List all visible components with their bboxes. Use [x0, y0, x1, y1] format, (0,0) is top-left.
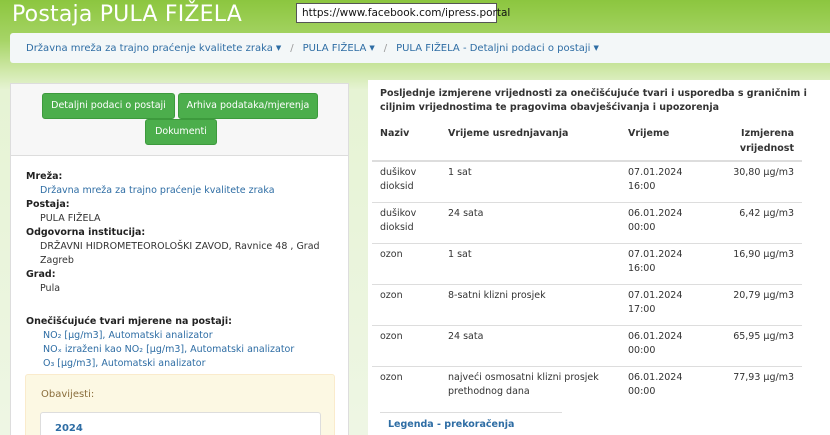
- notice-title: Obavijesti:: [41, 389, 95, 400]
- cell-time: 06.01.2024 00:00: [620, 203, 710, 244]
- network-label: Mreža:: [26, 171, 63, 182]
- table-header-row: [372, 122, 802, 161]
- station-panel: [10, 83, 349, 435]
- cell-value: 16,90 µg/m3: [710, 244, 802, 285]
- breadcrumb: [10, 33, 830, 63]
- cell-name: dušikov dioksid: [372, 161, 440, 203]
- breadcrumb-separator: /: [290, 42, 294, 54]
- caret-down-icon: ▼: [593, 44, 599, 52]
- col-header-value: Izmjerena vrijednost: [710, 122, 802, 161]
- cell-averaging: 8-satni klizni prosjek: [440, 285, 620, 326]
- pollutant-link[interactable]: NO₂ [µg/m3], Automatski analizator: [43, 330, 213, 341]
- cell-averaging: najveći osmosatni klizni prosjek prethodnog dana: [440, 367, 620, 408]
- cell-time: 06.01.2024 00:00: [620, 367, 710, 408]
- station-info: [26, 170, 346, 371]
- cell-name: ozon: [372, 285, 440, 326]
- col-header-averaging: Vrijeme usrednjavanja: [440, 122, 620, 161]
- cell-name: dušikov dioksid: [372, 203, 440, 244]
- cell-value: 77,93 µg/m3: [710, 367, 802, 408]
- cell-name: ozon: [372, 326, 440, 367]
- institution-label: Odgovorna institucija:: [26, 227, 146, 238]
- col-header-time: Vrijeme: [620, 122, 710, 161]
- caret-down-icon: ▼: [275, 44, 282, 52]
- cell-value: 65,95 µg/m3: [710, 326, 802, 367]
- table-row: [372, 326, 802, 367]
- cell-value: 6,42 µg/m3: [710, 203, 802, 244]
- cell-value: 20,79 µg/m3: [710, 285, 802, 326]
- pollutant-link[interactable]: NOₓ izraženi kao NO₂ [µg/m3], Automatski analizator: [43, 344, 295, 355]
- legend-link[interactable]: Legenda - prekoračenja: [380, 412, 562, 435]
- notice-box: [25, 374, 335, 435]
- pollutant-link[interactable]: O₃ [µg/m3], Automatski analizator: [43, 358, 206, 369]
- col-header-name: Naziv: [372, 122, 440, 161]
- table-row: [372, 161, 802, 203]
- station-value: PULA FIŽELA: [40, 213, 101, 224]
- cell-time: 07.01.2024 17:00: [620, 285, 710, 326]
- station-label: Postaja:: [26, 199, 70, 210]
- station-buttons-area: [11, 84, 348, 156]
- caret-down-icon: ▼: [369, 44, 375, 52]
- breadcrumb-separator: /: [383, 42, 388, 54]
- notice-inner: [40, 412, 321, 435]
- breadcrumb-label: PULA FIŽELA: [302, 42, 367, 54]
- cell-value: 30,80 µg/m3: [710, 161, 802, 203]
- cell-time: 07.01.2024 16:00: [620, 244, 710, 285]
- cell-averaging: 24 sata: [440, 203, 620, 244]
- url-overlay: https://www.facebook.com/ipress.portal: [296, 3, 497, 23]
- cell-time: 07.01.2024 16:00: [620, 161, 710, 203]
- table-row: [372, 285, 802, 326]
- breadcrumb-item-details[interactable]: [396, 43, 599, 54]
- cell-name: ozon: [372, 367, 440, 408]
- cell-time: 06.01.2024 00:00: [620, 326, 710, 367]
- cell-averaging: 1 sat: [440, 244, 620, 285]
- cell-name: ozon: [372, 244, 440, 285]
- city-value: Pula: [40, 283, 61, 294]
- notice-year-link[interactable]: 2024: [55, 423, 83, 434]
- institution-value: DRŽAVNI HIDROMETEOROLOŠKI ZAVOD, Ravnice 48 , Grad Zagreb: [40, 241, 320, 266]
- pollutants-label: Onečišćujuće tvari mjerene na postaji:: [26, 316, 232, 327]
- archive-button[interactable]: Arhiva podataka/mjerenja: [178, 93, 318, 119]
- breadcrumb-item-network[interactable]: [26, 43, 281, 54]
- cell-averaging: 24 sata: [440, 326, 620, 367]
- measurements-panel: [368, 80, 830, 435]
- breadcrumb-label: Državna mreža za trajno praćenje kvalitete zraka: [26, 42, 273, 54]
- documents-button[interactable]: Dokumenti: [145, 119, 217, 145]
- page-title: Postaja PULA FIŽELA: [12, 2, 242, 27]
- measurements-caption: Posljednje izmjerene vrijednosti za onečišćujuće tvari i usporedba s graničnim i ciljnim vrijednostima te pragovima obavješćivanja i upozorenja: [380, 88, 807, 113]
- details-button[interactable]: Detaljni podaci o postaji: [42, 93, 175, 119]
- table-row: [372, 367, 802, 408]
- table-row: [372, 203, 802, 244]
- network-link[interactable]: Državna mreža za trajno praćenje kvalitete zraka: [40, 185, 275, 196]
- breadcrumb-label: PULA FIŽELA - Detaljni podaci o postaji: [396, 42, 591, 54]
- cell-averaging: 1 sat: [440, 161, 620, 203]
- city-label: Grad:: [26, 269, 56, 280]
- table-row: [372, 244, 802, 285]
- measurements-table: [372, 122, 802, 407]
- breadcrumb-item-station[interactable]: [303, 43, 375, 54]
